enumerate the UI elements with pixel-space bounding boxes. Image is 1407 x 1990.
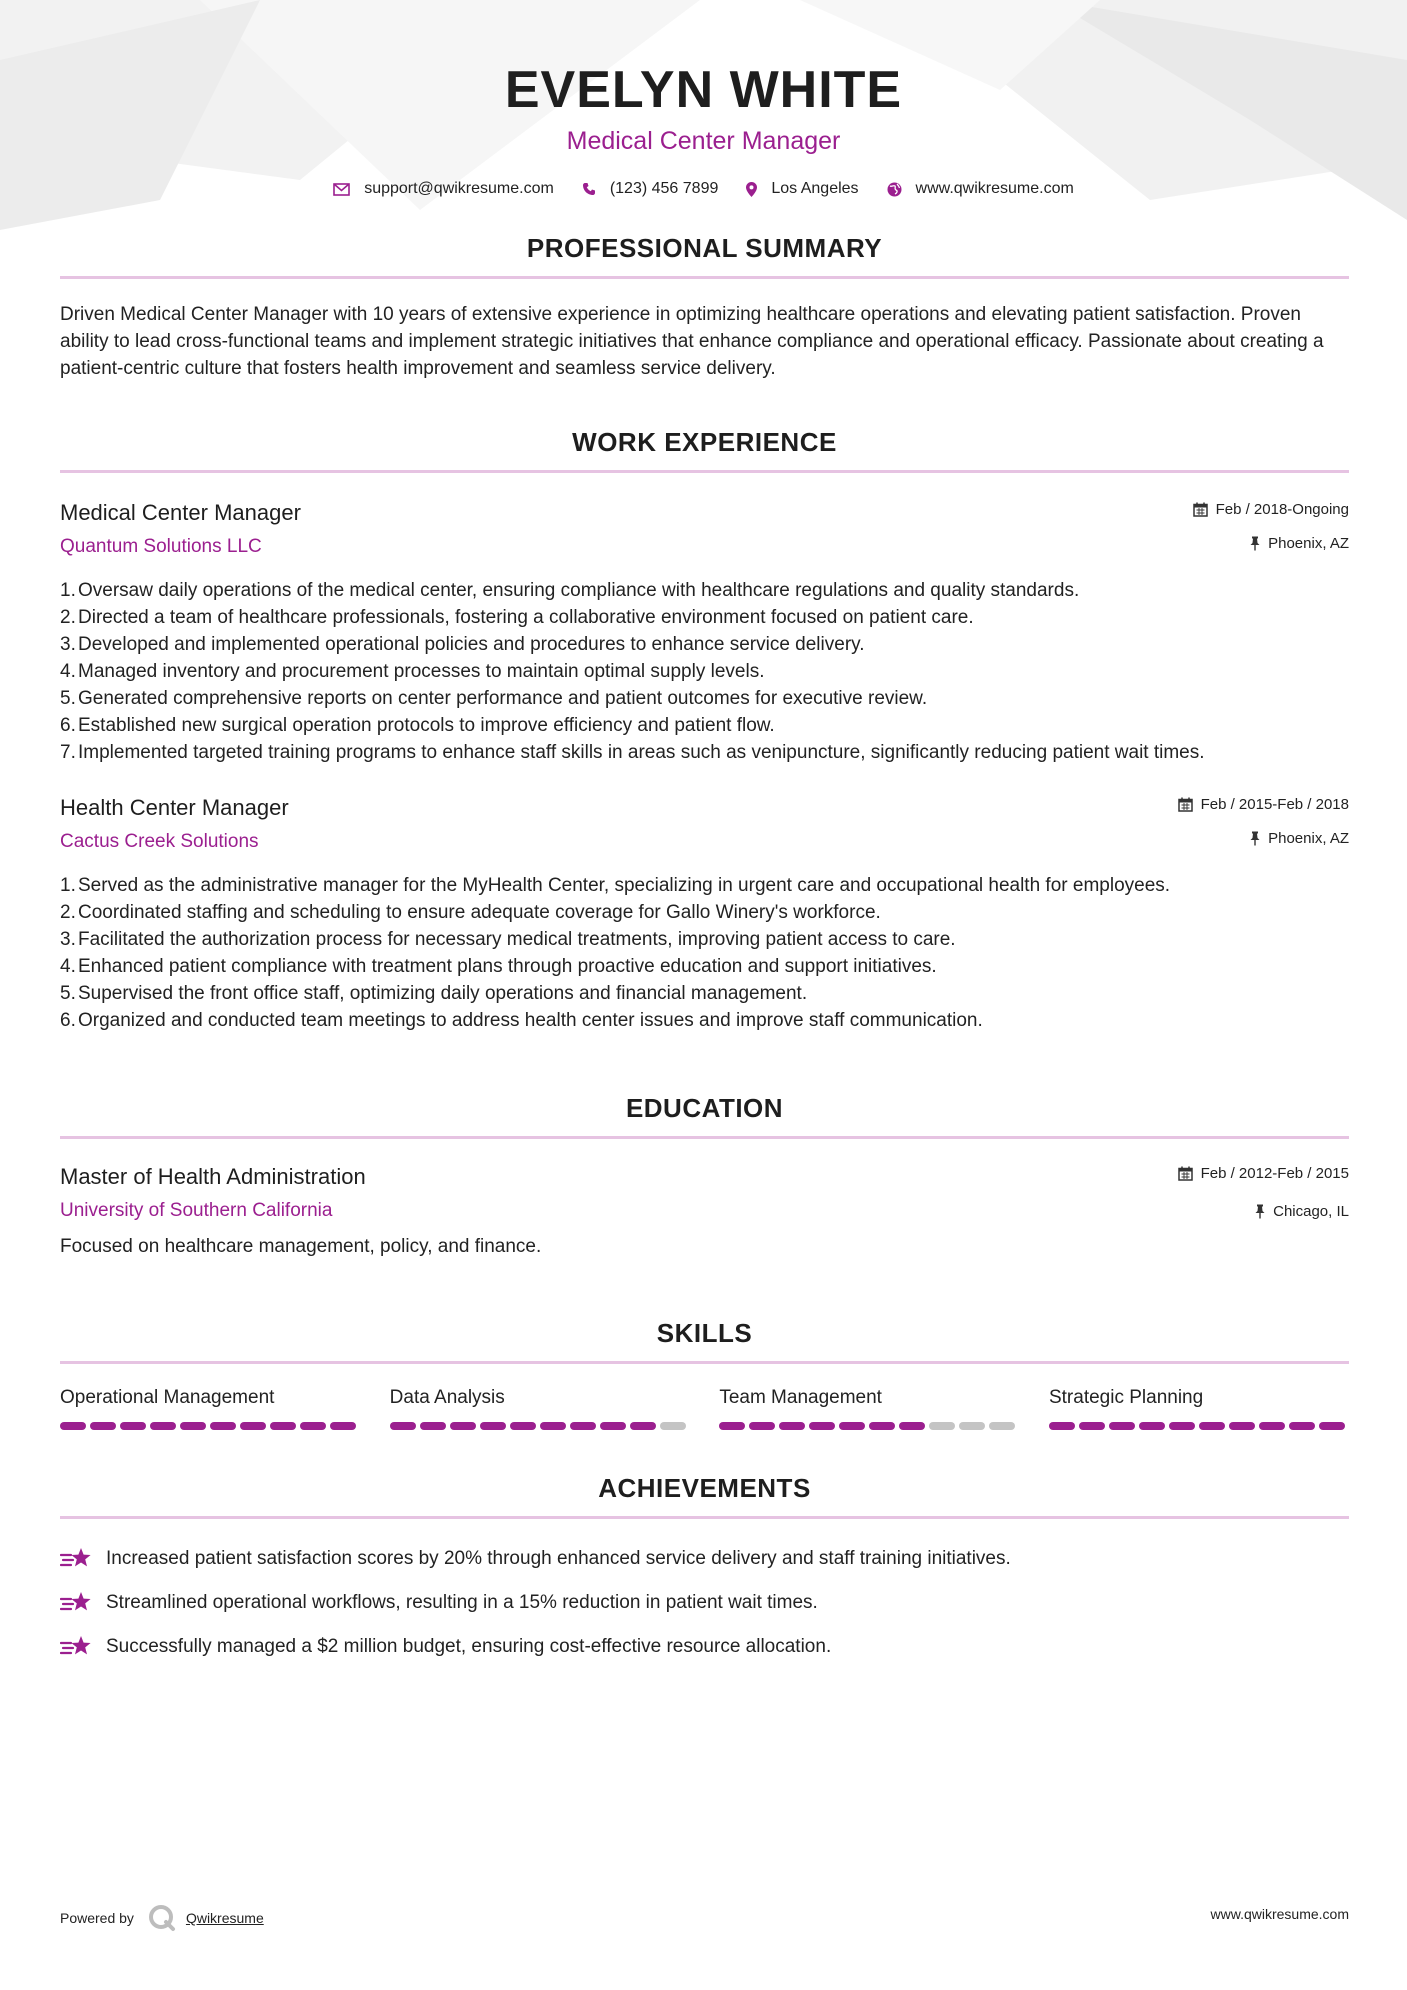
powered-by [60,1904,264,1932]
skill-dash-filled [420,1422,446,1430]
skill-level-meter [390,1422,690,1430]
skill-level-meter [1049,1422,1349,1430]
footer-website-link[interactable]: www.qwikresume.com [1210,1906,1349,1922]
summary-heading: PROFESSIONAL SUMMARY [526,233,883,263]
skill-dash-filled [60,1422,86,1430]
globe-icon [887,182,902,197]
skill-dash-filled [330,1422,356,1430]
achievement-item [60,1633,1349,1661]
skills-section [60,1317,1349,1430]
job-location-text: Phoenix, AZ [1268,829,1349,847]
achievements-heading: ACHIEVEMENTS [598,1473,811,1503]
skill-dash-filled [270,1422,296,1430]
job-location [1178,828,1349,848]
skill-dash-filled [1109,1422,1135,1430]
resume-body [60,232,1349,1677]
achievement-item [60,1589,1349,1617]
shooting-star-icon [60,1546,94,1572]
contact-email-text: support@qwikresume.com [364,180,554,197]
pushpin-icon [1250,831,1260,846]
qwikresume-link[interactable]: Qwikresume [185,1910,264,1926]
job-dates [1178,794,1349,814]
education-school: University of Southern California [60,1200,333,1221]
skill-level-meter [719,1422,1019,1430]
candidate-title: Medical Center Manager [566,127,841,155]
job-dates-text: Feb / 2015-Feb / 2018 [1200,795,1349,813]
skill-dash-filled [809,1422,835,1430]
education-location-text: Chicago, IL [1273,1202,1349,1220]
job-bullet: 7. Implemented targeted training programs to enhance staff skills in areas such as venipuncture, significantly reducing patient wait times. [60,742,1205,763]
skill-dash-filled [570,1422,596,1430]
skill-dash-filled [510,1422,536,1430]
job-bullets [60,872,1349,1034]
contact-bar [0,178,1407,200]
calendar-icon [1178,797,1193,812]
achievement-text: Successfully managed a $2 million budget, ensuring cost-effective resource allocation. [106,1636,832,1657]
skills-divider [60,1361,1349,1364]
education-section [60,1092,1349,1259]
education-meta [1178,1163,1349,1221]
resume-header [0,0,1407,200]
job-header [60,794,1349,860]
job-header [60,499,1349,565]
skill-item [60,1386,360,1430]
shooting-star-icon [60,1590,94,1616]
skill-name: Operational Management [60,1387,275,1408]
pushpin-icon [1255,1204,1265,1219]
skill-dash-filled [1319,1422,1345,1430]
skill-dash-filled [1169,1422,1195,1430]
skill-dash-filled [1289,1422,1315,1430]
achievements-divider [60,1516,1349,1519]
skill-item [719,1386,1019,1430]
skill-dash-filled [630,1422,656,1430]
skill-name: Data Analysis [389,1387,505,1408]
skill-dash-filled [240,1422,266,1430]
powered-by-label: Powered by [60,1910,134,1926]
job-bullet: 3. Facilitated the authorization process for necessary medical treatments, improving patient access to care. [60,929,956,950]
education-description: Focused on healthcare management, policy, and finance. [60,1236,542,1257]
skill-name: Team Management [719,1387,882,1408]
map-pin-icon [746,182,757,197]
skill-dash-filled [540,1422,566,1430]
summary-divider [60,276,1349,279]
contact-location-text: Los Angeles [771,180,859,197]
job-bullets [60,577,1349,766]
achievement-text: Streamlined operational workflows, resulting in a 15% reduction in patient wait times. [106,1592,818,1613]
job-bullet: 4. Managed inventory and procurement processes to maintain optimal supply levels. [60,661,765,682]
job-meta [1178,794,1349,848]
skill-dash-empty [959,1422,985,1430]
skill-dash-filled [150,1422,176,1430]
skill-level-meter [60,1422,360,1430]
contact-website[interactable] [887,180,1074,198]
job-entry [60,794,1349,1034]
education-header [60,1163,1349,1229]
skill-dash-empty [989,1422,1015,1430]
skill-dash-filled [749,1422,775,1430]
envelope-icon [333,183,350,196]
achievement-text: Increased patient satisfaction scores by 20% through enhanced service delivery and staff training initiatives. [106,1548,1011,1569]
achievements-list [60,1545,1349,1661]
education-dates-text: Feb / 2012-Feb / 2015 [1200,1164,1349,1182]
job-meta [1193,499,1349,553]
candidate-name: EVELYN WHITE [504,61,903,119]
job-bullet: 4. Enhanced patient compliance with treatment plans through proactive education and support initiatives. [60,956,937,977]
skill-dash-filled [450,1422,476,1430]
skill-dash-filled [1229,1422,1255,1430]
page-footer [60,1896,1349,1932]
skill-dash-filled [899,1422,925,1430]
job-bullet: 2. Directed a team of healthcare professionals, fostering a collaborative environment focused on patient care. [60,607,974,628]
skill-dash-filled [600,1422,626,1430]
education-degree: Master of Health Administration [60,1164,366,1189]
job-bullet: 2. Coordinated staffing and scheduling to ensure adequate coverage for Gallo Winery's workforce. [60,902,881,923]
education-heading: EDUCATION [625,1093,784,1123]
job-location [1193,533,1349,553]
skill-dash-filled [779,1422,805,1430]
skills-list [60,1386,1349,1430]
experience-divider [60,470,1349,473]
skill-item [1049,1386,1349,1430]
skill-dash-filled [210,1422,236,1430]
qwikresume-logo-icon [148,1904,176,1932]
education-location [1178,1201,1349,1221]
contact-phone-text: (123) 456 7899 [609,180,719,197]
contact-phone[interactable] [582,180,719,198]
skill-item [390,1386,690,1430]
contact-email[interactable] [333,180,554,198]
job-company: Cactus Creek Solutions [60,831,259,852]
job-bullet: 6. Established new surgical operation protocols to improve efficiency and patient flow. [60,715,775,736]
summary-text: Driven Medical Center Manager with 10 years of extensive experience in optimizing healthcare operations and elevating patient satisfaction. Proven ability to lead cross-functional teams and implement strategic initiatives that enhance compliance and operational efficacy. Passionate about creating a patient-centric culture that fosters health improvement and seamless service delivery. [60,304,1324,379]
summary-section [60,232,1349,382]
experience-section [60,426,1349,1034]
skill-dash-filled [180,1422,206,1430]
calendar-icon [1193,502,1208,517]
skill-dash-filled [120,1422,146,1430]
calendar-icon [1178,1166,1193,1181]
skill-dash-filled [1139,1422,1165,1430]
skill-dash-empty [660,1422,686,1430]
job-bullet: 1. Served as the administrative manager for the MyHealth Center, specializing in urgent care and occupational health for employees. [60,875,1171,896]
education-dates [1178,1163,1349,1183]
contact-location [746,180,858,198]
job-role: Medical Center Manager [60,500,301,525]
job-bullet: 5. Supervised the front office staff, optimizing daily operations and financial management. [60,983,808,1004]
job-dates [1193,499,1349,519]
phone-icon [582,182,596,196]
education-divider [60,1136,1349,1139]
job-bullet: 3. Developed and implemented operational policies and procedures to enhance service delivery. [60,634,865,655]
job-entry [60,499,1349,766]
job-location-text: Phoenix, AZ [1268,534,1349,552]
skill-dash-filled [480,1422,506,1430]
skill-dash-empty [929,1422,955,1430]
skill-dash-filled [1199,1422,1225,1430]
pushpin-icon [1250,536,1260,551]
skill-dash-filled [839,1422,865,1430]
job-bullet: 1. Oversaw daily operations of the medical center, ensuring compliance with healthcare regulations and quality standards. [60,580,1080,601]
achievement-item [60,1545,1349,1573]
skill-name: Strategic Planning [1048,1387,1204,1408]
job-role: Health Center Manager [60,795,289,820]
skill-dash-filled [1259,1422,1285,1430]
skills-heading: SKILLS [656,1318,753,1348]
education-entry [60,1163,1349,1259]
skill-dash-filled [869,1422,895,1430]
skill-dash-filled [90,1422,116,1430]
skill-dash-filled [300,1422,326,1430]
experience-heading: WORK EXPERIENCE [572,427,837,457]
skill-dash-filled [719,1422,745,1430]
contact-website-text: www.qwikresume.com [915,180,1074,197]
job-bullet: 5. Generated comprehensive reports on center performance and patient outcomes for executive review. [60,688,928,709]
skill-dash-filled [1049,1422,1075,1430]
job-company: Quantum Solutions LLC [60,536,262,557]
skill-dash-filled [390,1422,416,1430]
job-bullet: 6. Organized and conducted team meetings to address health center issues and improve staff communication. [60,1010,983,1031]
achievements-section [60,1472,1349,1661]
shooting-star-icon [60,1634,94,1660]
job-dates-text: Feb / 2018-Ongoing [1215,500,1349,518]
skill-dash-filled [1079,1422,1105,1430]
